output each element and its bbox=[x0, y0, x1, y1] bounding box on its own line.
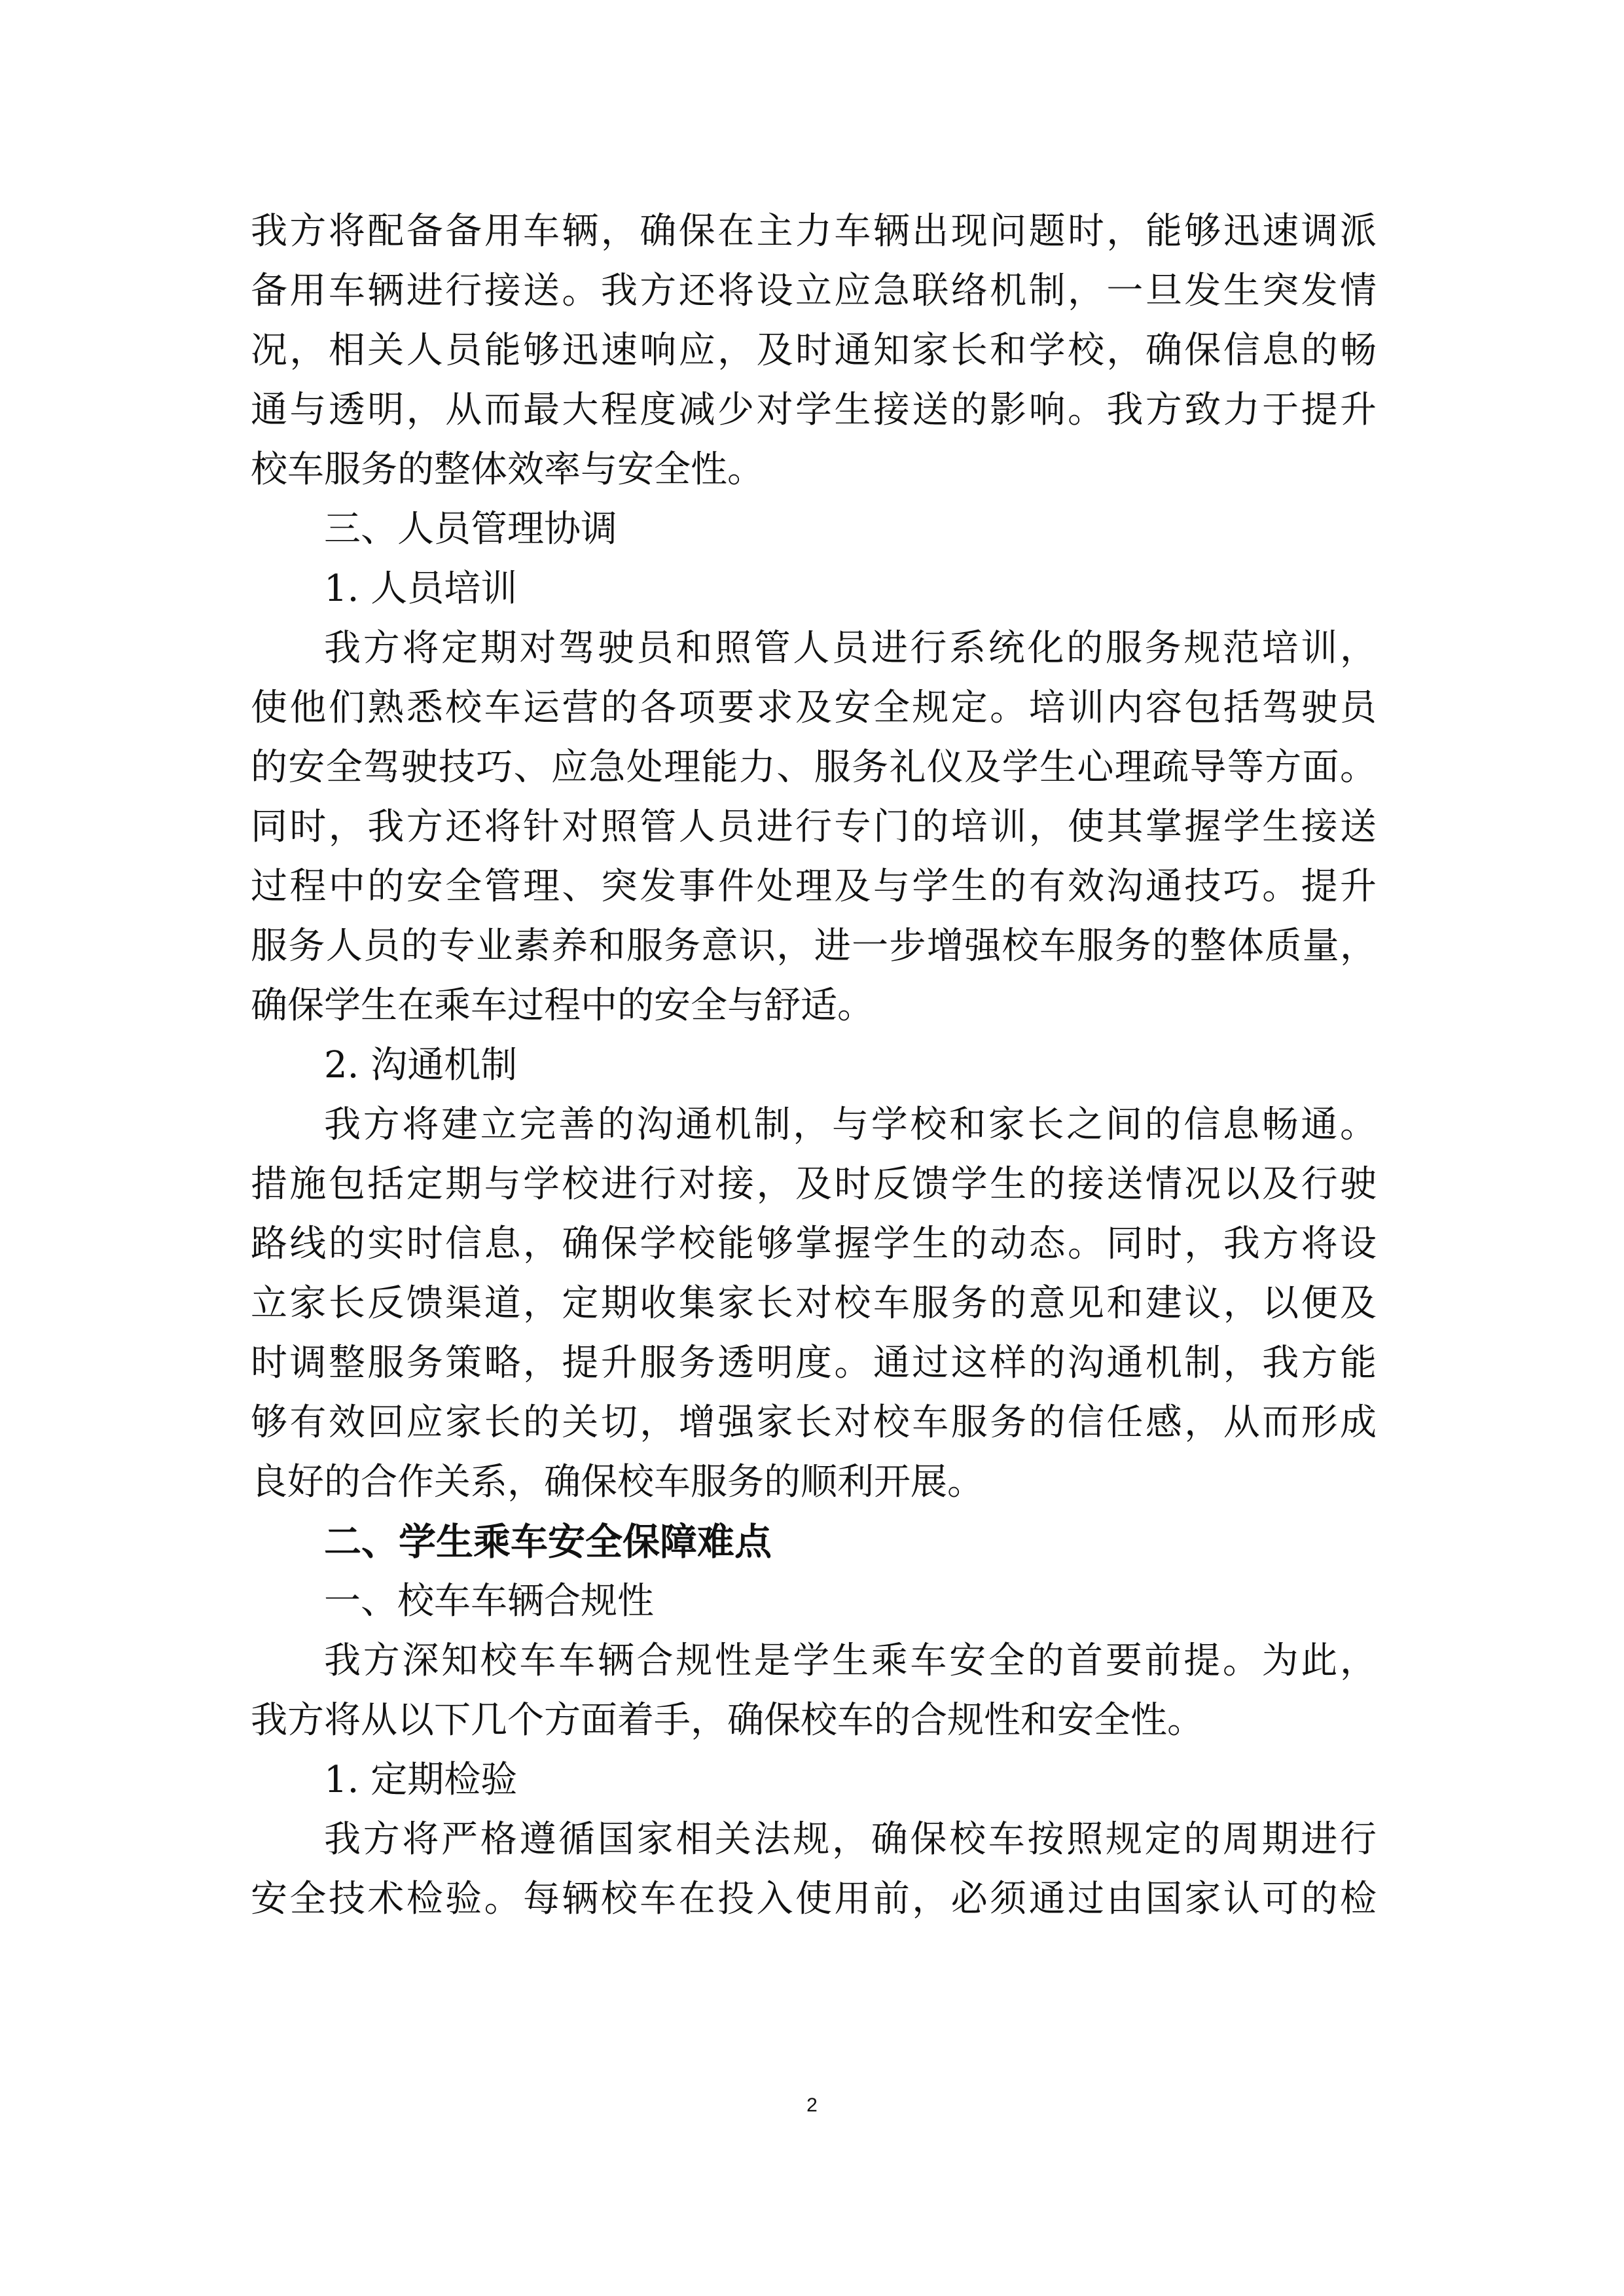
subsection-3-title: 1. 定期检验 bbox=[324, 1759, 518, 1801]
paragraph-2-line: 同时，我方还将针对照管人员进行专门的培训，使其掌握学生接送 bbox=[251, 806, 1377, 848]
paragraph-2-line: 确保学生在乘车过程中的安全与舒适。 bbox=[251, 984, 874, 1027]
paragraph-3-line: 措施包括定期与学校进行对接，及时反馈学生的接送情况以及行驶 bbox=[251, 1163, 1377, 1206]
paragraph-1-line: 备用车辆进行接送。我方还将设立应急联络机制，一旦发生突发情 bbox=[251, 270, 1377, 312]
chapter-2-title: 二、学生乘车安全保障难点 bbox=[324, 1520, 772, 1564]
paragraph-1-line: 校车服务的整体效率与安全性。 bbox=[251, 448, 764, 491]
paragraph-2-line: 服务人员的专业素养和服务意识，进一步增强校车服务的整体质量， bbox=[251, 925, 1377, 967]
subsection-1-title: 1. 人员培训 bbox=[324, 567, 518, 610]
paragraph-4-line: 我方将从以下几个方面着手，确保校车的合规性和安全性。 bbox=[251, 1699, 1204, 1742]
paragraph-3-line: 时调整服务策略，提升服务透明度。通过这样的沟通机制，我方能 bbox=[251, 1342, 1377, 1384]
paragraph-3-line: 良好的合作关系，确保校车服务的顺利开展。 bbox=[251, 1461, 984, 1503]
paragraph-1-line: 况，相关人员能够迅速响应，及时通知家长和学校，确保信息的畅 bbox=[251, 329, 1377, 372]
page-number: 2 bbox=[806, 2094, 818, 2116]
section-1-title: 一、校车车辆合规性 bbox=[324, 1580, 654, 1623]
paragraph-5-line: 安全技术检验。每辆校车在投入使用前，必须通过由国家认可的检 bbox=[251, 1878, 1377, 1920]
section-3-title: 三、人员管理协调 bbox=[324, 508, 617, 550]
paragraph-2-line: 我方将定期对驾驶员和照管人员进行系统化的服务规范培训， bbox=[324, 627, 1377, 670]
paragraph-3-line: 够有效回应家长的关切，增强家长对校车服务的信任感，从而形成 bbox=[251, 1401, 1377, 1444]
paragraph-2-line: 的安全驾驶技巧、应急处理能力、服务礼仪及学生心理疏导等方面。 bbox=[251, 746, 1377, 789]
paragraph-3-line: 立家长反馈渠道，定期收集家长对校车服务的意见和建议，以便及 bbox=[251, 1282, 1377, 1325]
paragraph-4-line: 我方深知校车车辆合规性是学生乘车安全的首要前提。为此， bbox=[324, 1640, 1377, 1682]
subsection-2-title: 2. 沟通机制 bbox=[324, 1044, 518, 1086]
paragraph-5-line: 我方将严格遵循国家相关法规，确保校车按照规定的周期进行 bbox=[324, 1818, 1377, 1861]
paragraph-1-line: 我方将配备备用车辆，确保在主力车辆出现问题时，能够迅速调派 bbox=[251, 210, 1377, 253]
paragraph-3-line: 我方将建立完善的沟通机制，与学校和家长之间的信息畅通。 bbox=[324, 1103, 1377, 1146]
paragraph-2-line: 使他们熟悉校车运营的各项要求及安全规定。培训内容包括驾驶员 bbox=[251, 687, 1377, 729]
paragraph-2-line: 过程中的安全管理、突发事件处理及与学生的有效沟通技巧。提升 bbox=[251, 865, 1377, 908]
paragraph-3-line: 路线的实时信息，确保学校能够掌握学生的动态。同时，我方将设 bbox=[251, 1223, 1377, 1265]
paragraph-1-line: 通与透明，从而最大程度减少对学生接送的影响。我方致力于提升 bbox=[251, 389, 1377, 431]
